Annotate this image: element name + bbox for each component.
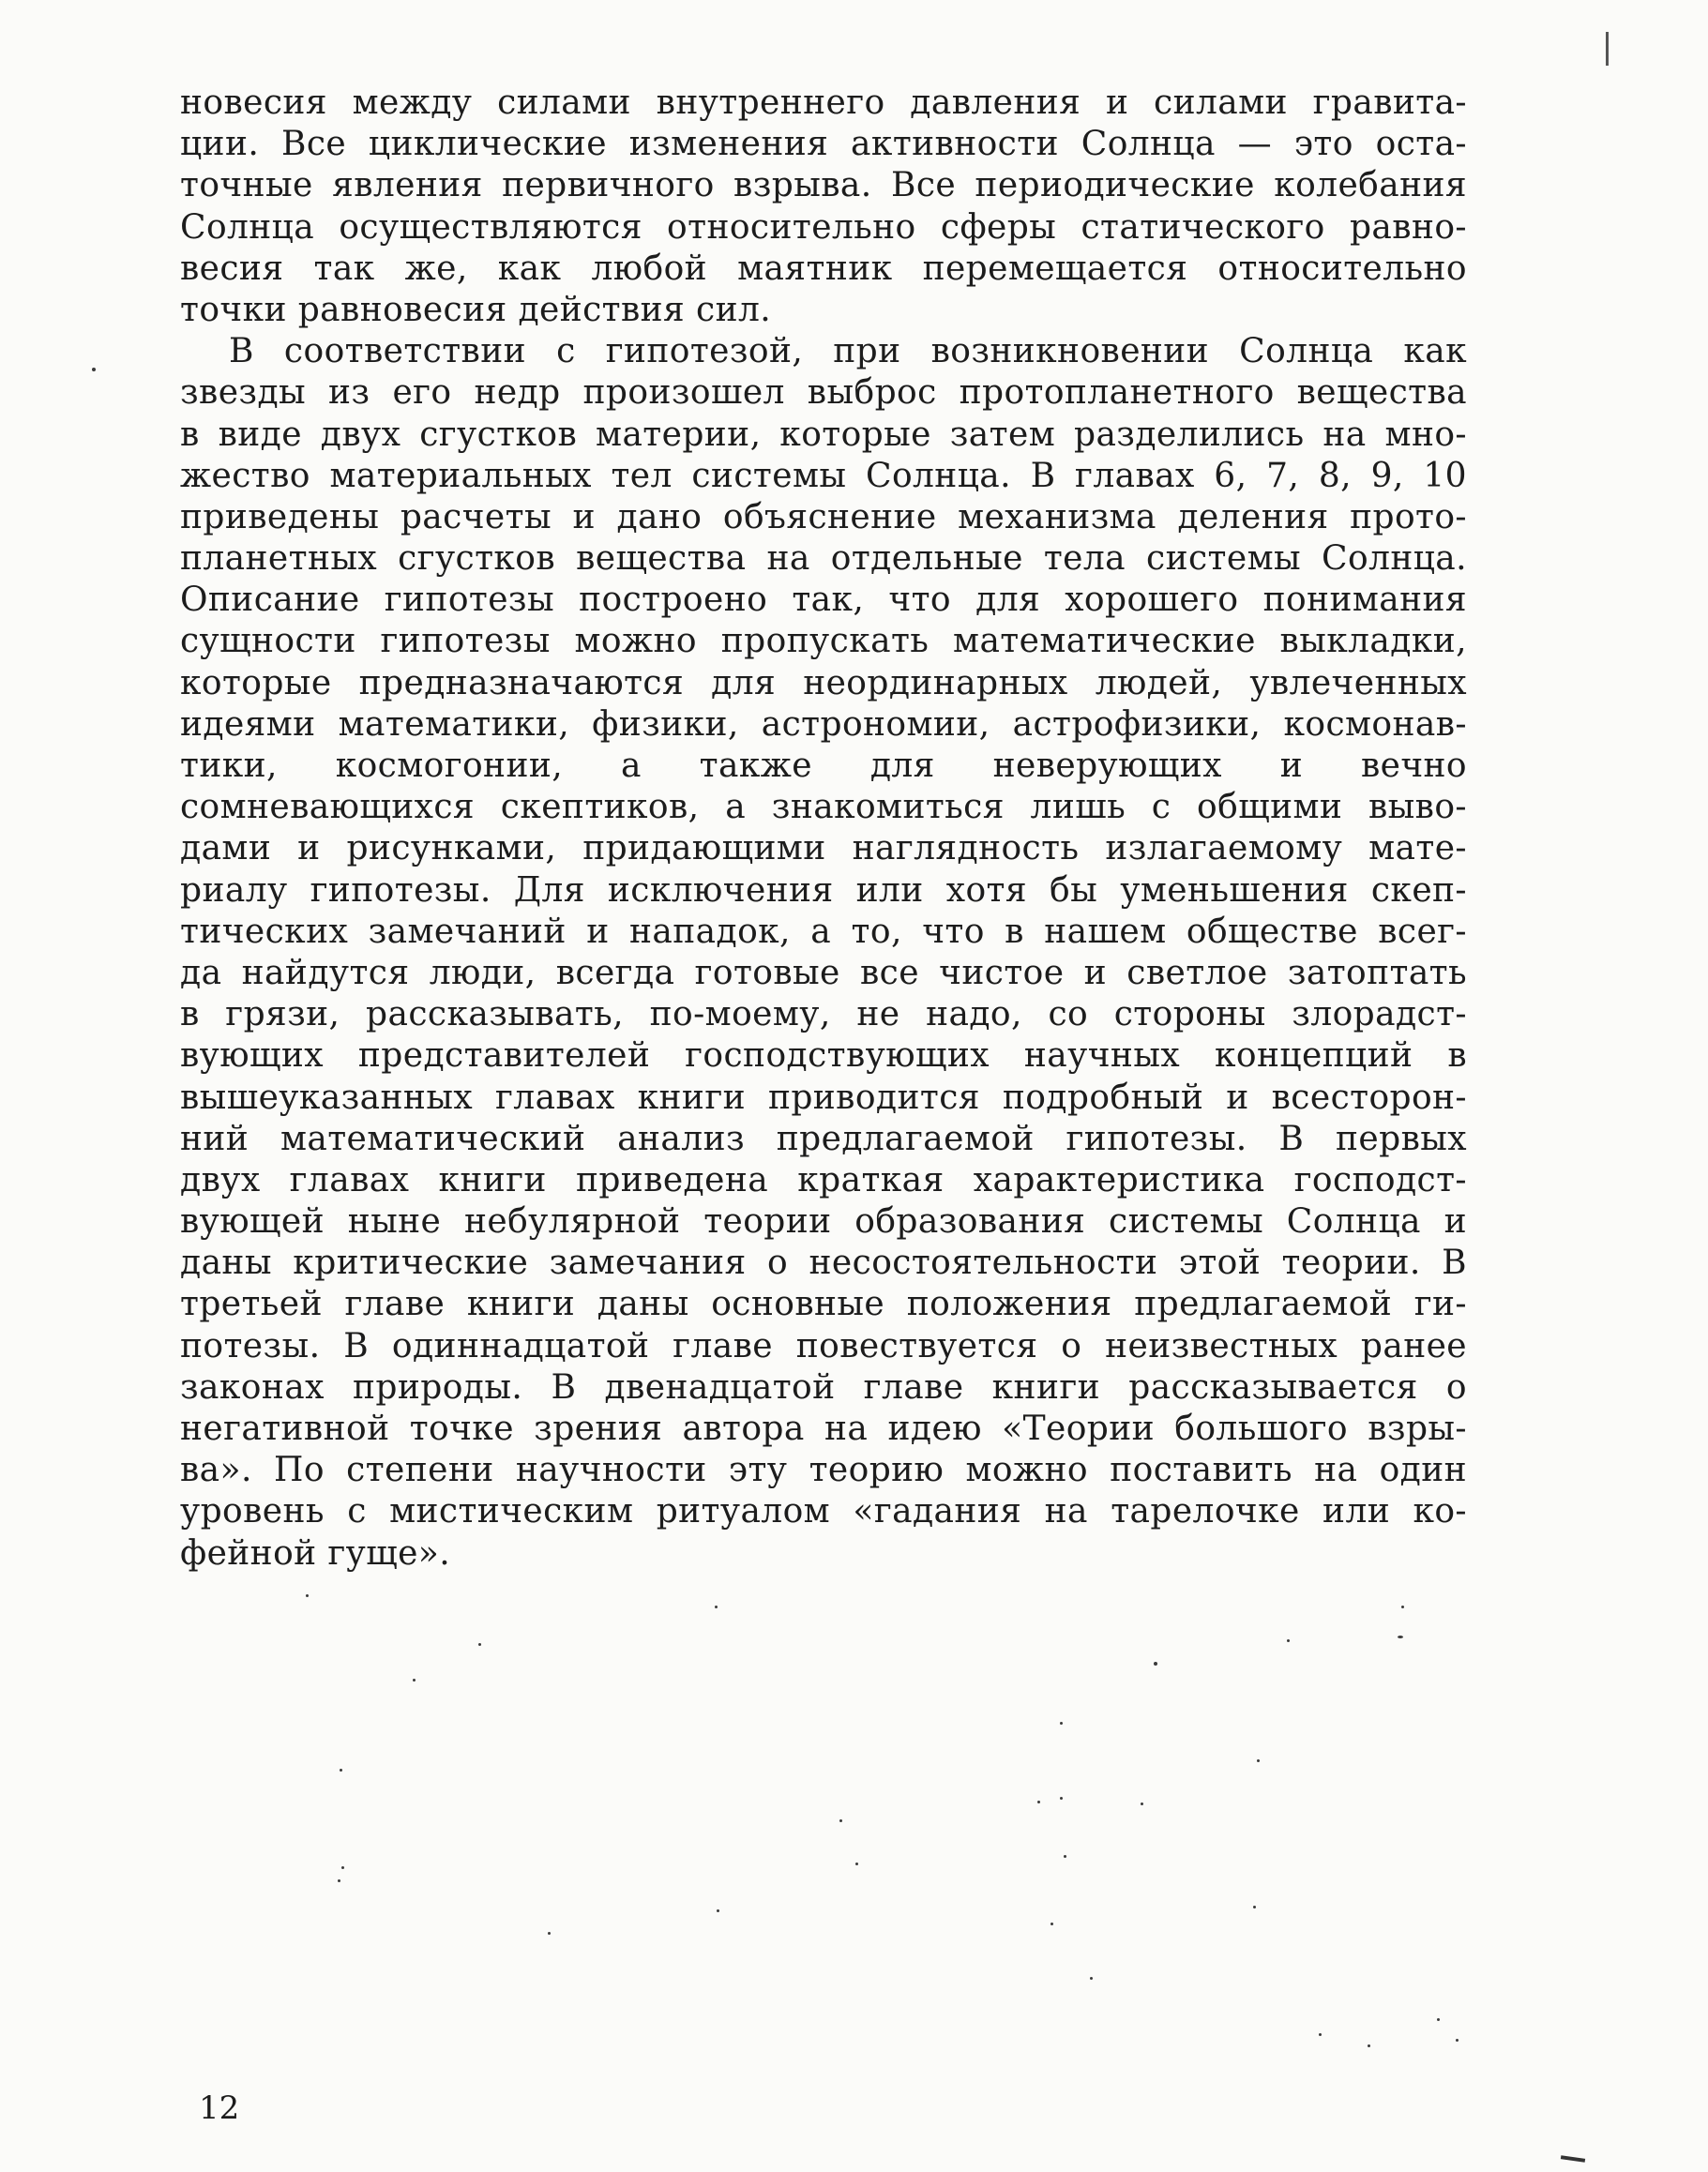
text-line: ний математический анализ предлагаемой гипотезы. В первых <box>180 1119 1467 1158</box>
scan-speck <box>1090 1977 1093 1980</box>
text-line: вышеуказанных главах книги приводится подробный и всесторон- <box>180 1078 1467 1117</box>
text-line: Солнца осуществляются относительно сферы статического равно- <box>180 207 1467 247</box>
scan-speck <box>413 1679 416 1682</box>
scan-speck <box>855 1863 858 1865</box>
text-line: двух главах книги приведена краткая характеристика господст- <box>180 1160 1467 1199</box>
scan-speck <box>1456 2039 1459 2042</box>
scan-speck <box>338 1879 340 1882</box>
scan-speck <box>1319 2033 1322 2036</box>
text-line: В соответствии с гипотезой, при возникновении Солнца как <box>229 332 1467 371</box>
text-line: тических замечаний и нападок, а то, что в нашем обществе всег- <box>180 912 1467 951</box>
text-line: планетных сгустков вещества на отдельные тела системы Солнца. <box>180 539 1467 579</box>
text-line: риалу гипотезы. Для исключения или хотя бы уменьшения скеп- <box>180 870 1467 910</box>
text-line: ции. Все циклические изменения активности Солнца — это оста- <box>180 125 1467 164</box>
scan-speck <box>1060 1797 1063 1800</box>
scan-edge-mark <box>1606 32 1609 66</box>
text-line: сущности гипотезы можно пропускать математические выкладки, <box>180 622 1467 661</box>
text-line: приведены расчеты и дано объяснение механизма деления прото- <box>180 497 1467 536</box>
text-line: весия так же, как любой маятник перемещается относительно <box>180 249 1467 288</box>
scan-speck <box>1257 1759 1260 1762</box>
scan-speck <box>1064 1855 1066 1858</box>
scan-speck <box>1437 2018 1440 2021</box>
page-number: 12 <box>199 2089 240 2127</box>
text-line: которые предназначаются для неординарных людей, увлеченных <box>180 663 1467 702</box>
paragraph-2 <box>180 331 1467 1575</box>
scan-speck <box>1287 1639 1290 1642</box>
text-line: сомневающихся скептиков, а знакомиться лишь с общими выво- <box>180 788 1467 827</box>
text-line: уровень с мистическим ритуалом «гадания на тарелочке или ко- <box>180 1492 1467 1531</box>
scan-speck <box>1141 1802 1143 1805</box>
text-line: точные явления первичного взрыва. Все периодические колебания <box>180 166 1467 205</box>
scan-speck <box>306 1594 309 1597</box>
scan-speck <box>340 1769 342 1772</box>
text-line: ва». По степени научности эту теорию можно поставить на один <box>180 1451 1467 1490</box>
scan-speck <box>839 1819 842 1822</box>
text-line: да найдутся люди, всегда готовые все чистое и светлое затоптать <box>180 953 1467 992</box>
scan-speck <box>1154 1662 1157 1666</box>
scan-speck <box>1050 1923 1053 1925</box>
scan-speck <box>1060 1722 1063 1725</box>
text-line: дами и рисунками, придающими наглядность излагаемому мате- <box>180 829 1467 868</box>
scan-speck <box>548 1932 551 1935</box>
text-line: в грязи, рассказывать, по-моему, не надо, со стороны злорадст- <box>180 995 1467 1034</box>
text-line: новесия между силами внутреннего давления и силами гравита- <box>180 83 1467 122</box>
scan-speck <box>1401 1606 1404 1608</box>
text-line: вующих представителей господствующих научных концепций в <box>180 1036 1467 1076</box>
text-line: в виде двух сгустков материи, которые затем разделились на мно- <box>180 415 1467 454</box>
text-line: законах природы. В двенадцатой главе книги рассказывается о <box>180 1367 1467 1407</box>
scan-speck <box>717 1909 719 1912</box>
paragraph-1 <box>180 83 1467 331</box>
text-line: потезы. В одиннадцатой главе повествуется о неизвестных ранее <box>180 1326 1467 1365</box>
scan-speck <box>715 1606 718 1608</box>
scan-speck <box>1037 1801 1040 1803</box>
scan-speck <box>341 1866 344 1869</box>
scan-speck <box>1398 1636 1403 1638</box>
text-line: звезды из его недр произошел выброс протопланетного вещества <box>180 373 1467 413</box>
text-line: вующей ныне небулярной теории образования системы Солнца и <box>180 1202 1467 1242</box>
text-line: жество материальных тел системы Солнца. В главах 6, 7, 8, 9, 10 <box>180 456 1467 495</box>
text-line: идеями математики, физики, астрономии, астрофизики, космонав- <box>180 704 1467 744</box>
scan-speck <box>1253 1906 1256 1908</box>
text-line: даны критические замечания о несостоятельности этой теории. В <box>180 1244 1467 1283</box>
scan-speck <box>478 1643 481 1646</box>
page-body-text <box>180 83 1467 1575</box>
text-line: фейной гуще». <box>180 1533 451 1573</box>
text-line: негативной точке зрения автора на идею «Теории большого взры- <box>180 1410 1467 1448</box>
text-line: Описание гипотезы построено так, что для хорошего понимания <box>180 581 1467 620</box>
scan-speck <box>1368 2044 1370 2047</box>
scan-corner-mark <box>1561 2155 1585 2163</box>
text-line: тики, космогонии, а также для неверующих и вечно <box>180 747 1467 785</box>
text-line: третьей главе книги даны основные положения предлагаемой ги- <box>180 1285 1467 1324</box>
scan-speck <box>92 368 96 371</box>
text-line: точки равновесия действия сил. <box>180 290 772 329</box>
